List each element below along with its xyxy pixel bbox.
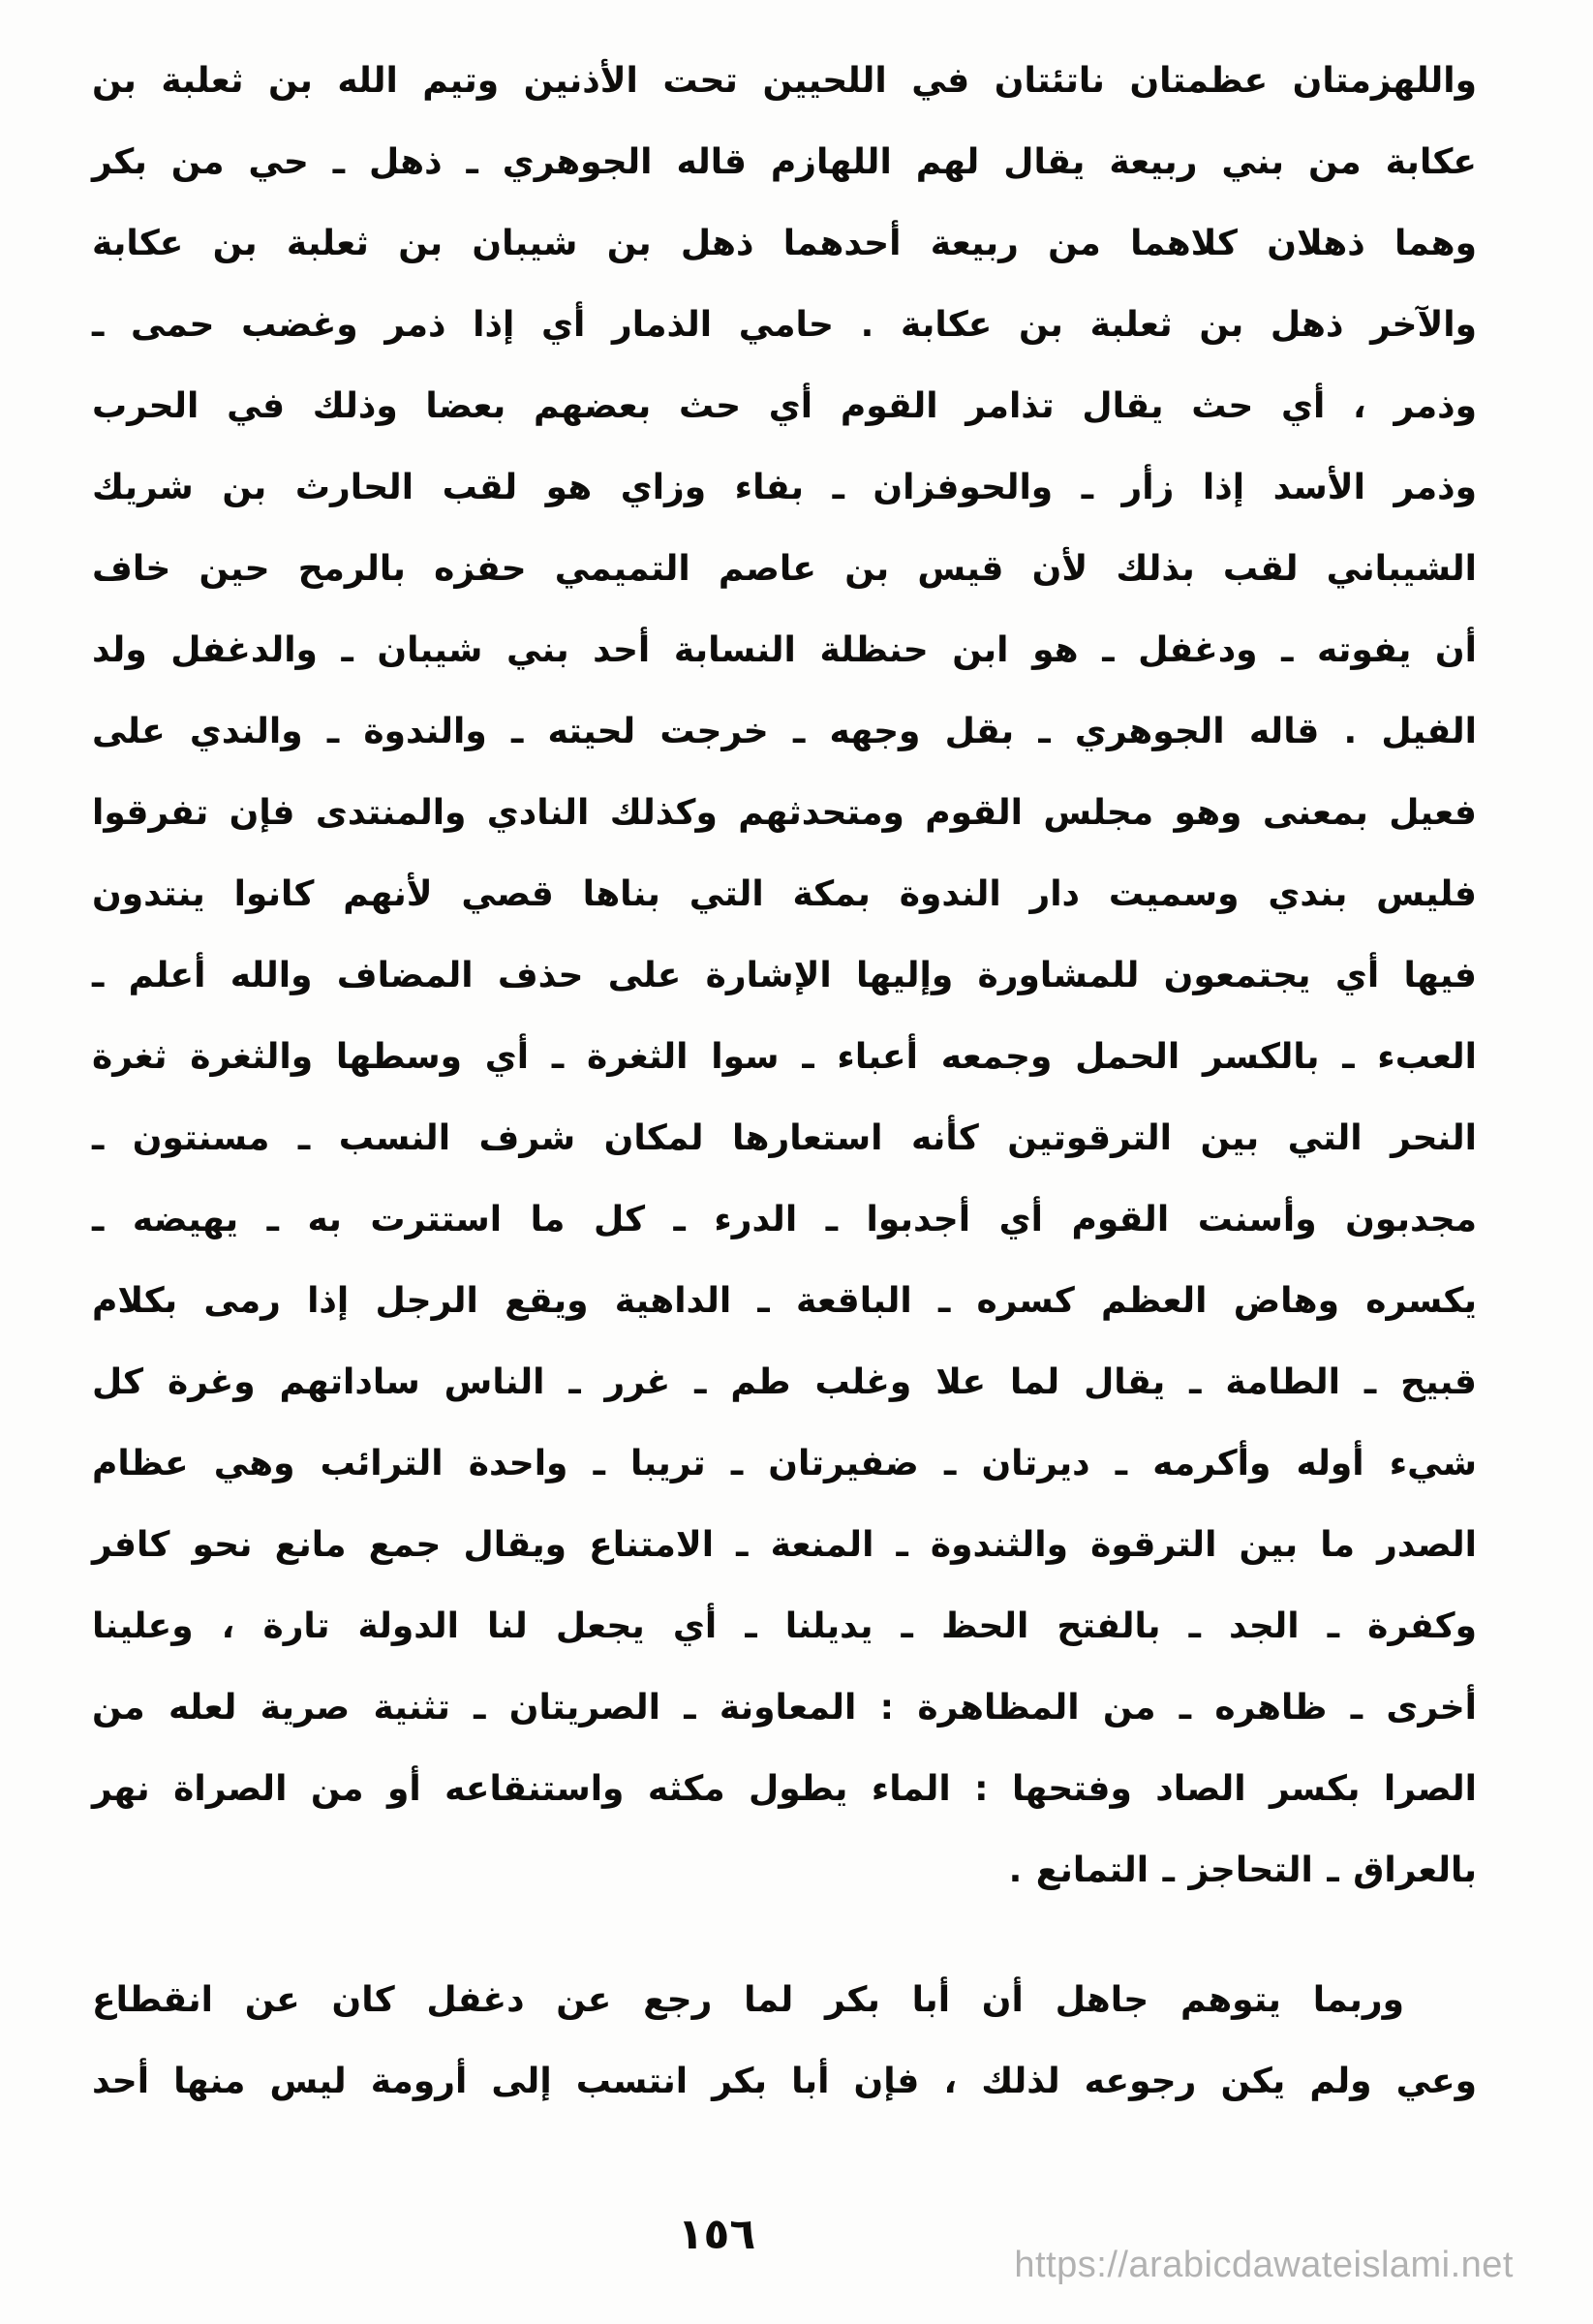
text-line: وكفرة ـ الجد ـ بالفتح الحظ ـ يديلنا ـ أي يجعل لنا الدولة تارة ، وعلينا [92,1606,1477,1646]
text-line: قبيح ـ الطامة ـ يقال لما علا وغلب طم ـ غرر ـ الناس ساداتهم وغرة كل [92,1362,1477,1402]
text-line: النحر التي بين الترقوتين كأنه استعارها لمكان شرف النسب ـ مسنتون ـ [92,1118,1477,1158]
text-line: وذمر الأسد إذا زأر ـ والحوفزان ـ بفاء وزاي هو لقب الحارث بن شريك [92,468,1477,507]
text-line: عكابة من بني ربيعة يقال لهم اللهازم قاله الجوهري ـ ذهل ـ حي من بكر [92,142,1477,182]
text-line: الصدر ما بين الترقوة والثندوة ـ المنعة ـ الامتناع ويقال جمع مانع نحو كافر [92,1525,1477,1565]
text-line: الصرا بكسر الصاد وفتحها : الماء يطول مكثه واستنقاعه أو من الصراة نهر [92,1769,1477,1809]
text-line: شيء أوله وأكرمه ـ ديرتان ـ ضفيرتان ـ تريبا ـ واحدة الترائب وهي عظام [92,1444,1477,1483]
text-line: العبء ـ بالكسر الحمل وجمعه أعباء ـ سوا الثغرة ـ أي وسطها والثغرة ثغرة [92,1037,1477,1077]
text-line: وعي ولم يكن رجوعه لذلك ، فإن أبا بكر انتسب إلى أرومة ليس منها أحد [92,2062,1477,2101]
text-line: وهما ذهلان كلاهما من ربيعة أحدهما ذهل بن شيبان بن ثعلبة بن عكابة [92,224,1477,263]
text-line: وذمر ، أي حث يقال تذامر القوم أي حث بعضهم بعضا وذلك في الحرب [92,386,1477,426]
text-line: فيها أي يجتمعون للمشاورة وإليها الإشارة على حذف المضاف والله أعلم ـ [92,956,1477,995]
paragraph-commentary [92,41,1477,1911]
text-line: يكسره وهاض العظم كسره ـ الباقعة ـ الداهية ويقع الرجل إذا رمى بكلام [92,1281,1477,1321]
text-line: واللهزمتان عظمتان ناتئتان في اللحيين تحت الأذنين وتيم الله بن ثعلبة بن [92,61,1477,101]
watermark-url: https://arabicdawateislami.net [1014,2245,1514,2285]
paragraph-abu-bakr-note [92,1960,1477,2123]
text-line: والآخر ذهل بن ثعلبة بن عكابة . حامي الذمار أي إذا ذمر وغضب حمى ـ [92,305,1477,345]
main-text [92,41,1477,2123]
text-line: الفيل . قاله الجوهري ـ بقل وجهه ـ خرجت لحيته ـ والندوة ـ والندي على [92,712,1477,751]
text-line: أخرى ـ ظاهره ـ من المظاهرة : المعاونة ـ الصريتان ـ تثنية صرية لعله من [92,1688,1477,1728]
text-line: أن يفوته ـ ودغفل ـ هو ابن حنظلة النسابة أحد بني شيبان ـ والدغفل ولد [92,630,1477,670]
text-line: مجدبون وأسنت القوم أي أجدبوا ـ الدرء ـ كل ما استترت به ـ يهيضه ـ [92,1200,1477,1239]
text-line: وربما يتوهم جاهل أن أبا بكر لما رجع عن دغفل كان عن انقطاع [92,1980,1404,2020]
text-line: بالعراق ـ التحاجز ـ التمانع . [1008,1850,1477,1890]
page-number: ١٥٦ [677,2210,756,2259]
text-line: فعيل بمعنى وهو مجلس القوم ومتحدثهم وكذلك النادي والمنتدى فإن تفرقوا [92,793,1477,833]
text-line: فليس بندي وسميت دار الندوة بمكة التي بناها قصي لأنهم كانوا ينتدون [92,874,1477,914]
text-line: الشيباني لقب بذلك لأن قيس بن عاصم التميمي حفزه بالرمح حين خاف [92,549,1477,589]
